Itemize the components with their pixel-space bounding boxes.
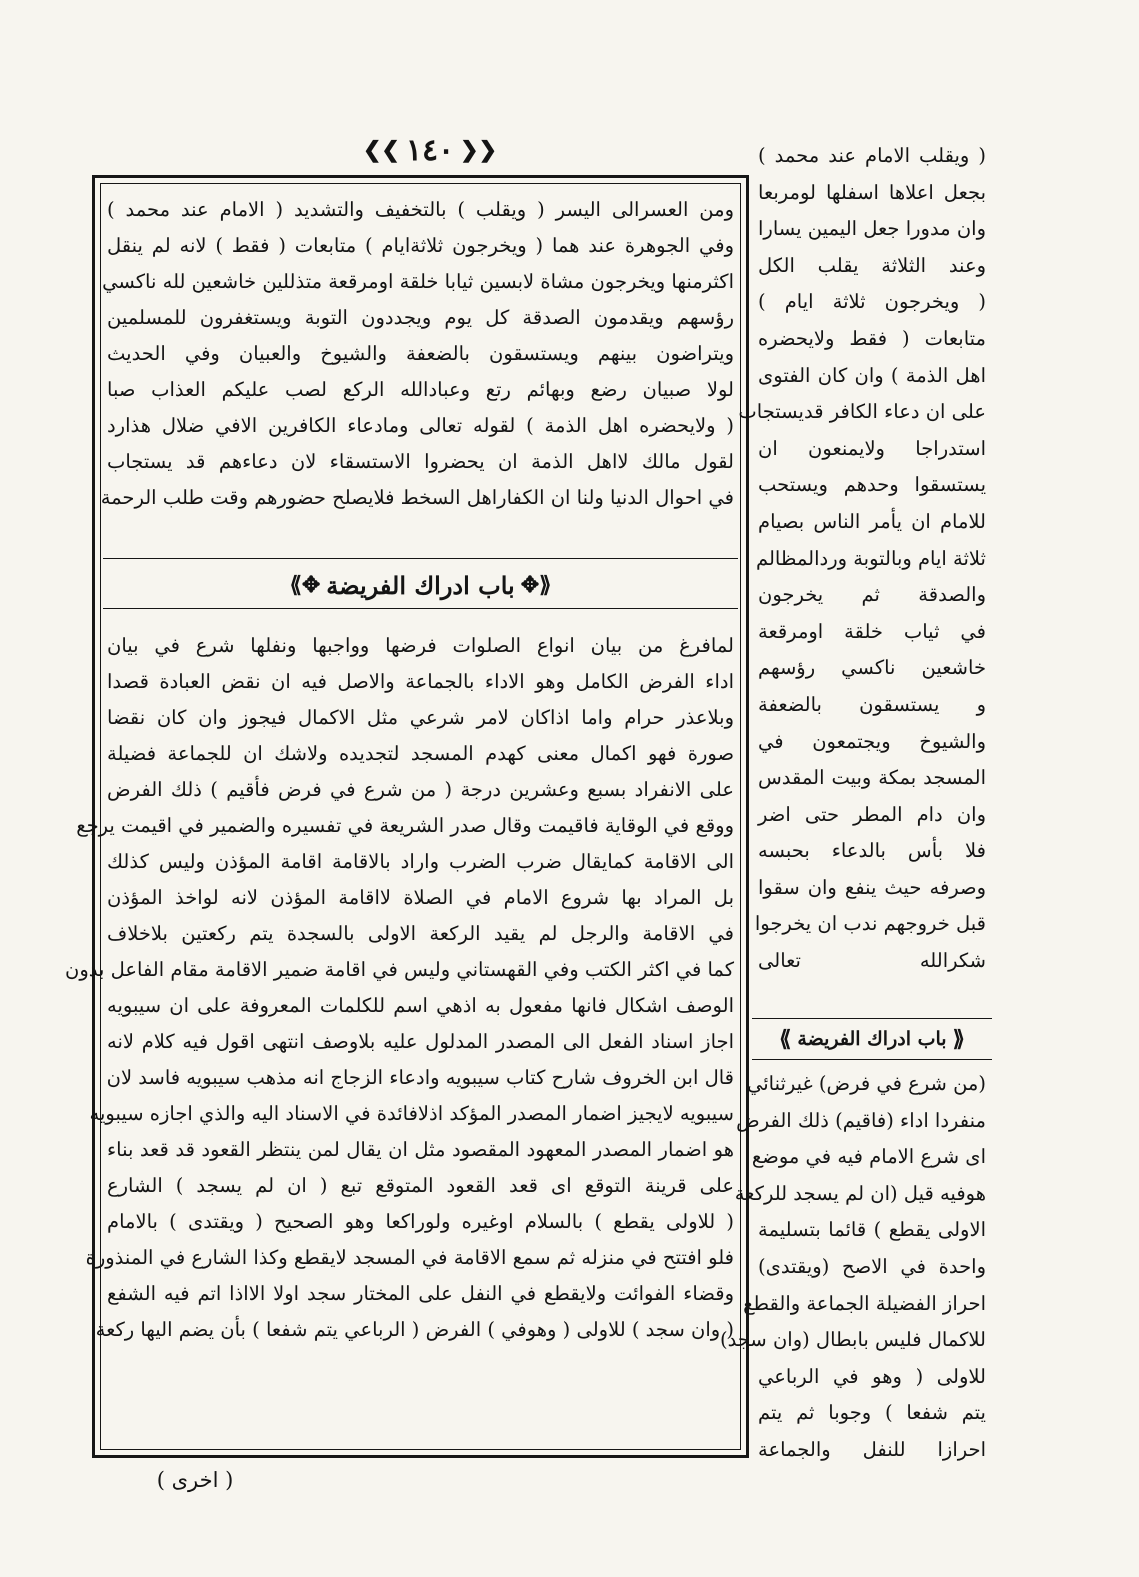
main-text-top xyxy=(100,192,734,516)
chapter-heading-text: باب ادراك الفريضة xyxy=(326,570,515,600)
margin-line: خاشعين ناكسي رؤسهم xyxy=(758,656,986,680)
text-line: ويتراضون بينهم ويستسقون بالضعفة والشيوخ والعبيان وفي الحديث xyxy=(107,342,734,365)
margin-line: ( ويقلب الامام عند محمد ) xyxy=(758,144,986,167)
ornament-right-icon: ❯❯ xyxy=(362,137,400,163)
margin-line: متابعات ( فقط ولايحضره xyxy=(758,326,986,350)
text-line: هو اضمار المصدر المعهود المقصود مثل ان يقال لمن ينتظر القعود قد قعد بناء xyxy=(107,1138,734,1161)
margin-line: شكرالله تعالى xyxy=(758,949,986,973)
text-line: ووقع في الوقاية فاقيمت وقال صدر الشريعة في تفسيره والضمير في اقيمت يرجع xyxy=(76,814,734,837)
margin-line: استدراجا ولايمنعون ان xyxy=(758,436,986,460)
text-line: لمافرغ من بيان انواع الصلوات فرضها وواجبها ونفلها شرع في بيان xyxy=(107,634,734,657)
margin-line: وان دام المطر حتى اضر xyxy=(758,802,986,826)
divider xyxy=(103,608,738,609)
margin-line: اى شرع الامام فيه في موضع xyxy=(751,1145,986,1169)
margin-line: يتم شفعا ) وجوبا ثم يتم xyxy=(758,1401,986,1425)
text-line: لولا صبيان رضع وبهائم رتع وعبادالله الركع لصب عليكم العذاب صبا xyxy=(107,378,734,401)
margin-line: هوفيه قيل (ان لم يسجد للركعة xyxy=(734,1181,986,1205)
margin-line: قبل خروجهم ندب ان يخرجوا xyxy=(754,912,986,936)
ornament-icon: ✥⟫ xyxy=(289,572,321,598)
text-line: ( وان سجد ) للاولى ( وهوفي ) الفرض ( الرباعي يتم شفعا ) بأن يضم اليها ركعة xyxy=(95,1318,734,1341)
margin-line: والصدقة ثم يخرجون xyxy=(758,583,986,607)
text-line: لقول مالك لااهل الذمة ان يحضروا الاستسقاء لان دعاءهم قد يستجاب xyxy=(107,450,734,473)
ornament-icon: ⟫ xyxy=(779,1026,792,1052)
text-line: وبلاعذر حرام واما اذاكان لامر شرعي مثل الاكمال فيجوز وان كان نقضا xyxy=(107,706,734,729)
margin-line: (من شرع في فرض) غيرثنائي xyxy=(746,1072,986,1095)
ornament-left-icon: ❮❮ xyxy=(460,137,498,163)
main-text-frame xyxy=(65,175,749,1458)
text-line: على الانفراد بسبع وعشرين درجة ( من شرع في فرض فأقيم ) ذلك الفرض xyxy=(107,778,734,801)
margin-line: ثلاثة ايام وبالتوبة وردالمظالم xyxy=(756,546,986,570)
text-line: فلو افتتح في منزله ثم سمع الاقامة في المسجد لايقطع وكذا الشارع في المنذورة xyxy=(85,1246,734,1269)
text-line: صورة فهو اكمال معنى كهدم المسجد لتجديده ولاشك ان للجماعة فضيلة xyxy=(107,742,734,765)
margin-line: للاكمال فليس بابطال (وان سجد) xyxy=(720,1328,986,1352)
ornament-icon: ⟪✥ xyxy=(520,572,552,598)
divider xyxy=(103,558,738,559)
margin-line: احرازا للنفل والجماعة xyxy=(758,1437,986,1461)
margin-line: وان مدورا جعل اليمين يسارا xyxy=(758,217,986,241)
text-line: ( ولايحضره اهل الذمة ) لقوله تعالى ومادعاء الكافرين الافي ضلال هذارد xyxy=(107,414,734,437)
text-line: اجاز اسناد الفعل الى المصدر المدلول عليه بلاوصف انتهى اقول فيه كلام لانه xyxy=(107,1030,734,1053)
ornament-icon: ⟪ xyxy=(952,1026,965,1052)
margin-line: و يستسقون بالضعفة xyxy=(758,692,986,716)
margin-line: فلا بأس بالدعاء بحبسه xyxy=(758,839,986,863)
margin-line: للاولى ( وهو في الرباعي xyxy=(758,1364,986,1388)
margin-line: منفردا اداء (فاقيم) ذلك الفرض xyxy=(736,1108,986,1132)
text-line: رؤسهم ويقدمون الصدقة كل يوم ويجددون التوبة ويستغفرون للمسلمين xyxy=(107,306,734,329)
text-line: الوصف اشكال فانها مفعول به اذهي اسم للكلمات المعروفة على ان سيبويه xyxy=(107,994,734,1017)
text-line: في الاقامة والرجل لم يقيد الركعة الاولى بالسجدة يتم ركعتين بلاخلاف xyxy=(107,922,734,945)
text-line: على قرينة التوقع اى قعد القعود المتوقع تبع ( ان لم يسجد ) الشارع xyxy=(107,1174,734,1197)
margin-chapter-heading xyxy=(752,1018,992,1060)
margin-line: يستسقوا وحدهم ويستحب xyxy=(758,473,986,497)
text-line: ومن العسرالى اليسر ( ويقلب ) بالتخفيف والتشديد ( الامام عند محمد ) xyxy=(107,198,734,221)
margin-line: في ثياب خلقة اومرقعة xyxy=(758,619,986,643)
margin-line: وعند الثلاثة يقلب الكل xyxy=(758,253,986,277)
text-line: وقضاء الفوائت ولايقطع في النفل على المختار سجد اولا الااذا اتم فيه الشفع xyxy=(107,1282,734,1305)
margin-commentary xyxy=(720,138,992,1478)
margin-line: واحدة في الاصح (ويقتدى) xyxy=(758,1254,986,1278)
margin-text-bottom xyxy=(720,1066,992,1469)
text-line: ( للاولى يقطع ) بالسلام اوغيره ولوراكعا وهو الصحيح ( ويقتدى ) بالامام xyxy=(107,1210,734,1233)
text-line: في احوال الدنيا ولنا ان الكفاراهل السخط فلايصلح حضورهم وقت طلب الرحمة xyxy=(100,486,734,509)
text-line: اداء الفرض الكامل وهو الاداء بالجماعة والاصل فيه ان نقض العبادة قصدا xyxy=(107,670,734,693)
text-line: قال ابن الخروف شارح كتاب سيبويه وادعاء الزجاج انه مذهب سيبويه فاسد لان xyxy=(106,1066,734,1089)
text-line: وفي الجوهرة عند هما ( ويخرجون ثلاثةايام ) متابعات ( فقط ) لانه لم ينقل xyxy=(107,234,734,257)
margin-line: بجعل اعلاها اسفلها لومربعا xyxy=(758,180,986,204)
margin-heading-text: باب ادراك الفريضة xyxy=(797,1028,947,1050)
margin-text-top xyxy=(738,138,992,980)
margin-line: احراز الفضيلة الجماعة والقطع xyxy=(743,1291,986,1315)
text-line: اكثرمنها ويخرجون مشاة لابسين ثيابا خلقة اومرقعة متذللين خاشعين لله ناكسي xyxy=(102,270,734,293)
text-line: كما في اكثر الكتب وفي القهستاني وليس في اقامة ضمير الاقامة مقام الفاعل بدون xyxy=(65,958,734,981)
page-number-text: ١٤٠ xyxy=(405,132,455,168)
main-text-bottom xyxy=(65,628,734,1348)
chapter-heading xyxy=(107,564,734,606)
margin-line: الاولى يقطع ) قائما بتسليمة xyxy=(758,1218,986,1242)
margin-line: على ان دعاء الكافر قديستجاب xyxy=(738,400,986,424)
text-line: الى الاقامة كمايقال ضرب الضرب واراد بالاقامة اقامة المؤذن وليس كذلك xyxy=(107,850,734,873)
text-line: بل المراد بها شروع الامام في الصلاة لااقامة المؤذن لانه لواخذ المؤذن xyxy=(107,886,734,909)
catchword: ( اخرى ) xyxy=(156,1468,234,1492)
text-line: سيبويه لايجيز اضمار المصدر المؤكد اذلافائدة في الاسناد اليه والذي اجازه سيبويه xyxy=(89,1102,734,1125)
margin-line: للامام ان يأمر الناس بصيام xyxy=(758,509,986,533)
margin-line: وصرفه حيث ينفع وان سقوا xyxy=(758,875,986,899)
page-number xyxy=(355,128,505,172)
margin-line: والشيوخ ويجتمعون في xyxy=(758,729,986,753)
margin-line: ( ويخرجون ثلاثة ايام ) xyxy=(758,290,986,314)
margin-line: اهل الذمة ) وان كان الفتوى xyxy=(758,363,986,387)
margin-line: المسجد بمكة وبيت المقدس xyxy=(758,766,986,790)
